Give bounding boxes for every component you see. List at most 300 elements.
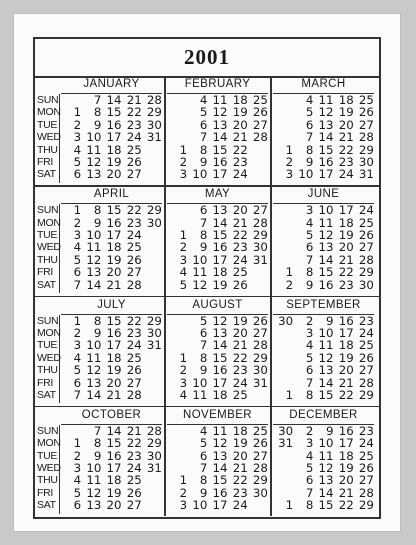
date-cell <box>167 204 187 216</box>
date-cell: 20 <box>338 363 354 378</box>
week-row <box>61 339 162 351</box>
day-label: MON <box>37 326 61 339</box>
calendar-frame <box>33 37 381 519</box>
date-cell: 19 <box>338 228 354 243</box>
date-cell <box>167 119 187 131</box>
week-row <box>273 204 374 216</box>
date-cell: 10 <box>86 228 102 243</box>
date-cell: 12 <box>318 105 334 120</box>
month-divider <box>164 407 166 516</box>
date-cell: 25 <box>358 93 374 107</box>
date-cell: 28 <box>126 387 142 402</box>
date-cell: 3 <box>179 375 188 390</box>
date-cell <box>167 437 187 449</box>
date-cell: 13 <box>212 448 228 463</box>
date-cell: 17 <box>106 338 122 353</box>
date-cell: 22 <box>232 350 248 365</box>
week-row <box>61 437 162 449</box>
week-row <box>61 168 162 180</box>
date-cell: 14 <box>212 461 228 476</box>
date-cell: 1 <box>73 436 82 451</box>
date-cell: 5 <box>305 461 314 476</box>
date-cell <box>142 352 162 364</box>
date-cell: 22 <box>126 313 142 328</box>
date-cell: 8 <box>199 350 208 365</box>
day-label: SUN <box>37 424 59 437</box>
date-cell: 26 <box>358 461 374 476</box>
date-cell: 29 <box>146 313 162 328</box>
date-cell <box>142 168 162 180</box>
date-cell: 27 <box>358 240 374 255</box>
date-cell: 18 <box>212 265 228 280</box>
date-cell <box>273 131 293 143</box>
week-row <box>273 364 374 376</box>
date-cell: 16 <box>106 215 122 230</box>
week-row <box>61 364 162 376</box>
date-cell: 24 <box>232 498 248 513</box>
date-cell: 23 <box>358 423 374 438</box>
date-cell: 11 <box>318 448 334 463</box>
day-label: FRI <box>37 376 54 389</box>
week-row <box>273 499 374 511</box>
date-cell: 7 <box>305 252 314 267</box>
week-row <box>167 168 268 180</box>
day-label: THU <box>37 143 58 156</box>
date-cell: 8 <box>199 228 208 243</box>
year-title: 2001 <box>35 39 379 78</box>
day-label: THU <box>37 474 58 487</box>
date-cell: 19 <box>106 363 122 378</box>
date-cell: 23 <box>232 154 248 169</box>
date-cell <box>142 279 162 291</box>
date-cell: 19 <box>106 154 122 169</box>
date-cell: 1 <box>179 350 188 365</box>
date-cell: 11 <box>86 240 102 255</box>
date-cell: 19 <box>232 436 248 451</box>
date-cell: 1 <box>179 228 188 243</box>
date-cell: 21 <box>338 252 354 267</box>
date-cell: 3 <box>73 130 82 145</box>
date-cell: 6 <box>199 448 208 463</box>
date-cell <box>142 389 162 401</box>
date-cell: 17 <box>106 461 122 476</box>
date-cell: 6 <box>73 167 82 182</box>
week-row <box>61 279 162 291</box>
date-cell: 3 <box>179 167 188 182</box>
date-cell: 17 <box>212 498 228 513</box>
date-cell: 11 <box>318 338 334 353</box>
date-cell: 14 <box>86 387 102 402</box>
date-cell: 1 <box>285 387 294 402</box>
date-cell <box>273 229 293 241</box>
date-cell: 25 <box>358 448 374 463</box>
week-row <box>61 241 162 253</box>
day-label-column <box>35 204 60 293</box>
date-cell: 20 <box>338 473 354 488</box>
date-cell: 19 <box>106 252 122 267</box>
date-cell: 9 <box>326 423 334 438</box>
date-cell: 11 <box>318 93 334 107</box>
date-cell <box>248 499 268 511</box>
date-cell: 27 <box>252 448 268 463</box>
date-cell: 3 <box>179 498 188 513</box>
date-cell <box>248 144 268 156</box>
date-cell: 29 <box>358 265 374 280</box>
date-cell: 22 <box>338 498 354 513</box>
date-cell: 17 <box>338 325 354 340</box>
date-cell: 27 <box>358 117 374 132</box>
date-cell: 26 <box>252 313 268 328</box>
week-row <box>273 339 374 351</box>
date-cell: 28 <box>358 375 374 390</box>
date-cell: 22 <box>338 142 354 157</box>
date-cell: 23 <box>232 363 248 378</box>
date-cell: 9 <box>199 240 208 255</box>
date-cell: 20 <box>106 375 122 390</box>
date-cell: 6 <box>305 363 314 378</box>
date-cell: 22 <box>126 436 142 451</box>
date-cell: 6 <box>305 473 314 488</box>
month-divider <box>164 76 166 185</box>
date-cell: 22 <box>126 105 142 120</box>
date-cell <box>167 106 187 118</box>
date-cell: 9 <box>93 117 102 132</box>
date-cell: 3 <box>73 228 82 243</box>
date-cell <box>167 131 187 143</box>
month-name: JULY <box>61 297 162 315</box>
day-label: TUE <box>37 229 58 242</box>
date-cell: 22 <box>338 387 354 402</box>
date-cell: 17 <box>212 375 228 390</box>
date-cell: 1 <box>73 105 82 120</box>
date-cell: 5 <box>305 228 314 243</box>
date-cell: 28 <box>146 93 162 107</box>
date-cell: 12 <box>192 277 208 292</box>
week-row <box>167 131 268 143</box>
date-cell: 10 <box>192 498 208 513</box>
date-cell: 15 <box>318 265 334 280</box>
date-cell: 23 <box>126 325 142 340</box>
date-cell: 2 <box>179 154 188 169</box>
week-row <box>61 131 162 143</box>
date-cell: 16 <box>212 240 228 255</box>
month-divider <box>270 297 272 406</box>
date-cell: 7 <box>305 130 314 145</box>
date-cell: 3 <box>285 167 294 182</box>
date-cell: 21 <box>338 485 354 500</box>
month-name: SEPTEMBER <box>273 297 374 315</box>
date-cell: 22 <box>232 228 248 243</box>
date-cell: 9 <box>199 485 208 500</box>
date-cell: 18 <box>232 93 248 107</box>
date-cell: 20 <box>232 117 248 132</box>
date-cell <box>273 94 293 106</box>
date-cell: 20 <box>106 498 122 513</box>
date-cell: 27 <box>252 325 268 340</box>
date-cell: 6 <box>199 325 208 340</box>
date-cell: 24 <box>126 130 142 145</box>
date-cell: 10 <box>318 203 334 218</box>
date-cell: 14 <box>212 338 228 353</box>
date-cell <box>273 119 293 131</box>
date-cell: 7 <box>93 423 102 438</box>
week-row <box>273 106 374 118</box>
date-cell: 18 <box>212 387 228 402</box>
date-cell: 30 <box>252 240 268 255</box>
day-label: MON <box>37 106 61 119</box>
date-cell: 2 <box>179 485 188 500</box>
date-cell: 12 <box>212 313 228 328</box>
date-cell: 21 <box>338 375 354 390</box>
day-label: FRI <box>37 266 54 279</box>
date-cell: 17 <box>212 167 228 182</box>
date-cell <box>142 144 162 156</box>
week-row <box>167 474 268 486</box>
date-cell: 31 <box>278 436 294 451</box>
date-cell: 28 <box>252 461 268 476</box>
date-cell: 26 <box>252 105 268 120</box>
date-cell: 13 <box>212 203 228 218</box>
month-october <box>61 407 162 512</box>
month-august <box>167 297 268 402</box>
date-cell: 1 <box>179 473 188 488</box>
date-cell: 1 <box>285 498 294 513</box>
date-cell: 23 <box>232 240 248 255</box>
date-cell: 3 <box>73 338 82 353</box>
date-cell: 3 <box>305 325 314 340</box>
month-divider <box>270 76 272 185</box>
week-row <box>167 266 268 278</box>
day-label: MON <box>37 216 61 229</box>
date-cell: 13 <box>86 498 102 513</box>
date-cell: 30 <box>358 154 374 169</box>
date-cell: 5 <box>305 105 314 120</box>
month-name: MAY <box>167 186 268 204</box>
date-cell: 15 <box>106 436 122 451</box>
date-cell: 24 <box>232 252 248 267</box>
month-july <box>61 297 162 402</box>
date-cell: 30 <box>278 313 294 328</box>
date-cell: 7 <box>199 215 208 230</box>
date-cell: 13 <box>318 363 334 378</box>
date-cell: 15 <box>106 105 122 120</box>
date-cell: 6 <box>73 375 82 390</box>
date-cell: 29 <box>358 142 374 157</box>
day-label: SUN <box>37 94 59 106</box>
date-cell <box>273 339 293 351</box>
date-cell: 23 <box>232 485 248 500</box>
date-cell: 13 <box>86 375 102 390</box>
date-cell: 21 <box>106 277 122 292</box>
date-cell: 11 <box>318 215 334 230</box>
date-cell: 30 <box>146 215 162 230</box>
date-cell: 10 <box>192 167 208 182</box>
date-cell: 24 <box>232 375 248 390</box>
date-cell <box>273 352 293 364</box>
week-row <box>167 339 268 351</box>
day-label: SAT <box>37 499 56 512</box>
date-cell: 2 <box>73 215 82 230</box>
date-cell: 10 <box>86 461 102 476</box>
date-cell <box>167 94 187 106</box>
date-cell: 17 <box>106 228 122 243</box>
date-cell: 30 <box>146 448 162 463</box>
week-row <box>273 266 374 278</box>
month-divider <box>164 186 166 295</box>
day-label: SUN <box>37 314 59 327</box>
date-cell: 25 <box>126 240 142 255</box>
date-cell: 10 <box>318 325 334 340</box>
date-cell: 16 <box>212 363 228 378</box>
date-cell: 7 <box>73 387 82 402</box>
date-cell: 31 <box>146 130 162 145</box>
date-cell <box>273 217 293 229</box>
date-cell: 23 <box>338 277 354 292</box>
week-row <box>167 437 268 449</box>
date-cell: 30 <box>146 117 162 132</box>
date-cell: 11 <box>86 142 102 157</box>
date-cell: 10 <box>192 375 208 390</box>
date-cell: 10 <box>192 252 208 267</box>
date-cell: 9 <box>93 215 102 230</box>
month-march <box>273 76 374 181</box>
date-cell: 21 <box>126 93 142 107</box>
date-cell: 15 <box>212 142 228 157</box>
week-row <box>273 241 374 253</box>
date-cell: 29 <box>146 203 162 218</box>
date-cell: 12 <box>86 154 102 169</box>
date-cell: 25 <box>358 215 374 230</box>
date-cell: 29 <box>146 105 162 120</box>
date-cell: 26 <box>232 277 248 292</box>
date-cell: 14 <box>106 423 122 438</box>
date-cell: 18 <box>106 240 122 255</box>
week-row <box>61 106 162 118</box>
date-cell: 25 <box>252 93 268 107</box>
date-cell: 4 <box>305 215 314 230</box>
day-label-column <box>35 425 60 514</box>
date-cell: 10 <box>86 338 102 353</box>
date-cell: 27 <box>126 498 142 513</box>
date-cell <box>248 266 268 278</box>
date-cell: 6 <box>73 498 82 513</box>
date-cell: 30 <box>252 485 268 500</box>
date-cell: 7 <box>93 93 102 107</box>
date-cell: 23 <box>338 154 354 169</box>
date-cell: 3 <box>305 436 314 451</box>
date-cell: 22 <box>232 473 248 488</box>
month-june <box>273 186 374 291</box>
day-label-column <box>35 94 60 183</box>
date-cell: 6 <box>73 265 82 280</box>
date-cell: 5 <box>305 350 314 365</box>
date-cell: 18 <box>338 215 354 230</box>
date-cell: 14 <box>212 130 228 145</box>
date-cell: 16 <box>212 485 228 500</box>
day-label: WED <box>37 462 61 475</box>
date-cell: 14 <box>106 93 122 107</box>
date-cell <box>273 474 293 486</box>
date-cell: 12 <box>86 252 102 267</box>
date-cell: 28 <box>358 485 374 500</box>
date-cell: 5 <box>179 277 188 292</box>
date-cell <box>248 279 268 291</box>
date-cell: 26 <box>252 436 268 451</box>
date-cell: 28 <box>358 252 374 267</box>
date-cell: 15 <box>106 203 122 218</box>
date-cell: 31 <box>358 167 374 182</box>
date-cell: 19 <box>212 277 228 292</box>
date-cell: 27 <box>252 117 268 132</box>
date-cell: 18 <box>338 448 354 463</box>
date-cell: 19 <box>106 485 122 500</box>
date-cell: 2 <box>305 423 314 438</box>
date-cell <box>142 156 162 168</box>
date-cell: 16 <box>106 448 122 463</box>
date-cell: 1 <box>179 142 188 157</box>
date-cell: 20 <box>106 167 122 182</box>
date-cell <box>167 327 187 339</box>
month-april <box>61 186 162 291</box>
week-row <box>273 279 374 291</box>
date-cell: 30 <box>278 423 294 438</box>
week-row <box>167 241 268 253</box>
month-name: MARCH <box>273 76 374 94</box>
date-cell <box>142 229 162 241</box>
date-cell: 27 <box>252 203 268 218</box>
month-divider <box>164 297 166 406</box>
date-cell: 15 <box>318 387 334 402</box>
week-row <box>61 474 162 486</box>
date-cell <box>248 389 268 401</box>
week-row <box>61 389 162 401</box>
date-cell: 11 <box>86 473 102 488</box>
date-cell: 29 <box>252 473 268 488</box>
month-name: DECEMBER <box>273 407 374 425</box>
date-cell: 17 <box>338 203 354 218</box>
date-cell: 15 <box>106 313 122 328</box>
date-cell <box>273 450 293 462</box>
day-label-column <box>35 315 60 404</box>
date-cell: 7 <box>305 485 314 500</box>
date-cell: 31 <box>252 375 268 390</box>
date-cell <box>142 474 162 486</box>
date-cell: 26 <box>358 350 374 365</box>
day-label: SAT <box>37 278 56 291</box>
date-cell: 18 <box>232 423 248 438</box>
date-cell: 23 <box>358 313 374 328</box>
date-cell: 29 <box>358 498 374 513</box>
date-cell: 17 <box>212 252 228 267</box>
date-cell: 10 <box>86 130 102 145</box>
date-cell <box>273 462 293 474</box>
week-row <box>61 499 162 511</box>
week-row <box>167 204 268 216</box>
date-cell: 27 <box>358 363 374 378</box>
date-cell: 2 <box>73 325 82 340</box>
date-cell: 24 <box>126 461 142 476</box>
date-cell: 11 <box>192 265 208 280</box>
month-divider <box>270 407 272 516</box>
day-label: SAT <box>37 168 56 181</box>
date-cell: 7 <box>199 130 208 145</box>
date-cell <box>273 327 293 339</box>
date-cell: 7 <box>73 277 82 292</box>
date-cell: 13 <box>212 117 228 132</box>
date-cell: 27 <box>126 167 142 182</box>
date-cell: 17 <box>338 436 354 451</box>
week-row <box>61 266 162 278</box>
